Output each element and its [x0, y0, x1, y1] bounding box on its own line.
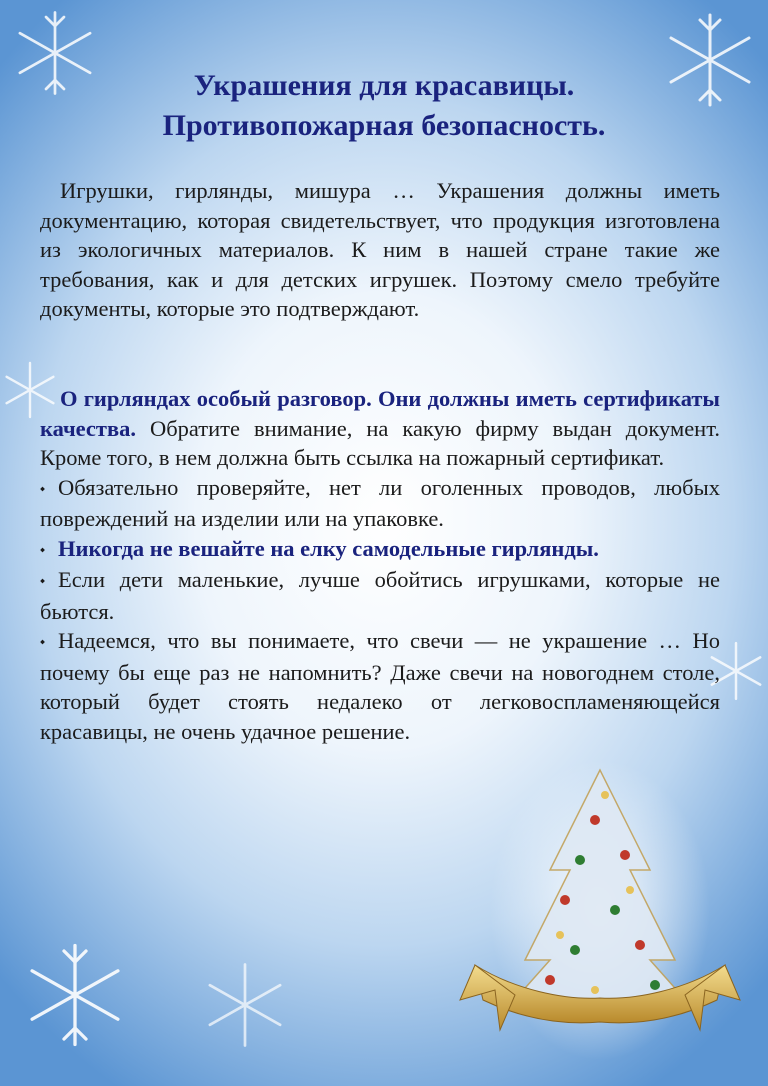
garlands-paragraph	[40, 384, 720, 473]
garlands-lead-rest: Обратите внимание, на какую фирму выдан документ. Кроме того, в нем должна быть ссылка на пожарный сертификат.	[40, 415, 720, 470]
diamond-bullet-icon: ⬩	[40, 574, 46, 590]
christmas-tree-icon	[455, 750, 745, 1070]
list-item	[40, 534, 720, 566]
bullet-text: Надеемся, что вы понимаете, что свечи — не украшение … Но почему бы еще раз не напомнить? Даже свечи на новогоднем столе, который будет стоять недалеко от легковоспламеняющейся красавицы, не очень удачное решение.	[40, 628, 720, 744]
bullet-text: Обязательно проверяйте, нет ли оголенных проводов, любых повреждений на изделии или на упаковке.	[40, 474, 720, 532]
intro-text: Игрушки, гирлянды, мишура … Украшения должны иметь документацию, которая свидетельствует, что продукция изготовлена из экологичных материалов. К ним в нашей стране такие же требования, как и для детских игрушек. Поэтому смело требуйте документы, которые это подтверждают.	[40, 178, 720, 321]
list-item	[40, 565, 720, 626]
snowflake-icon	[20, 940, 130, 1050]
list-item	[40, 473, 720, 534]
bullet-text: Если дети маленькие, лучше обойтись игрушками, которые не бьются.	[40, 567, 720, 624]
bullet-text: Никогда не вешайте на елку самодельные гирлянды.	[58, 535, 599, 561]
title-line-1: Украшения для красавицы.	[193, 69, 575, 102]
intro-paragraph	[40, 176, 720, 324]
diamond-bullet-icon: ⬩	[40, 542, 46, 558]
garlands-lead-bold: О гирляндах особый разговор. Они должны иметь сертификаты качества.	[40, 386, 720, 441]
list-item	[40, 626, 720, 746]
snowflake-icon	[200, 960, 290, 1050]
diamond-bullet-icon: ⬩	[40, 481, 46, 497]
title-line-2: Противопожарная безопасность.	[162, 109, 606, 142]
diamond-bullet-icon: ⬩	[40, 635, 46, 651]
page-title	[0, 66, 768, 146]
garlands-section	[40, 384, 720, 746]
